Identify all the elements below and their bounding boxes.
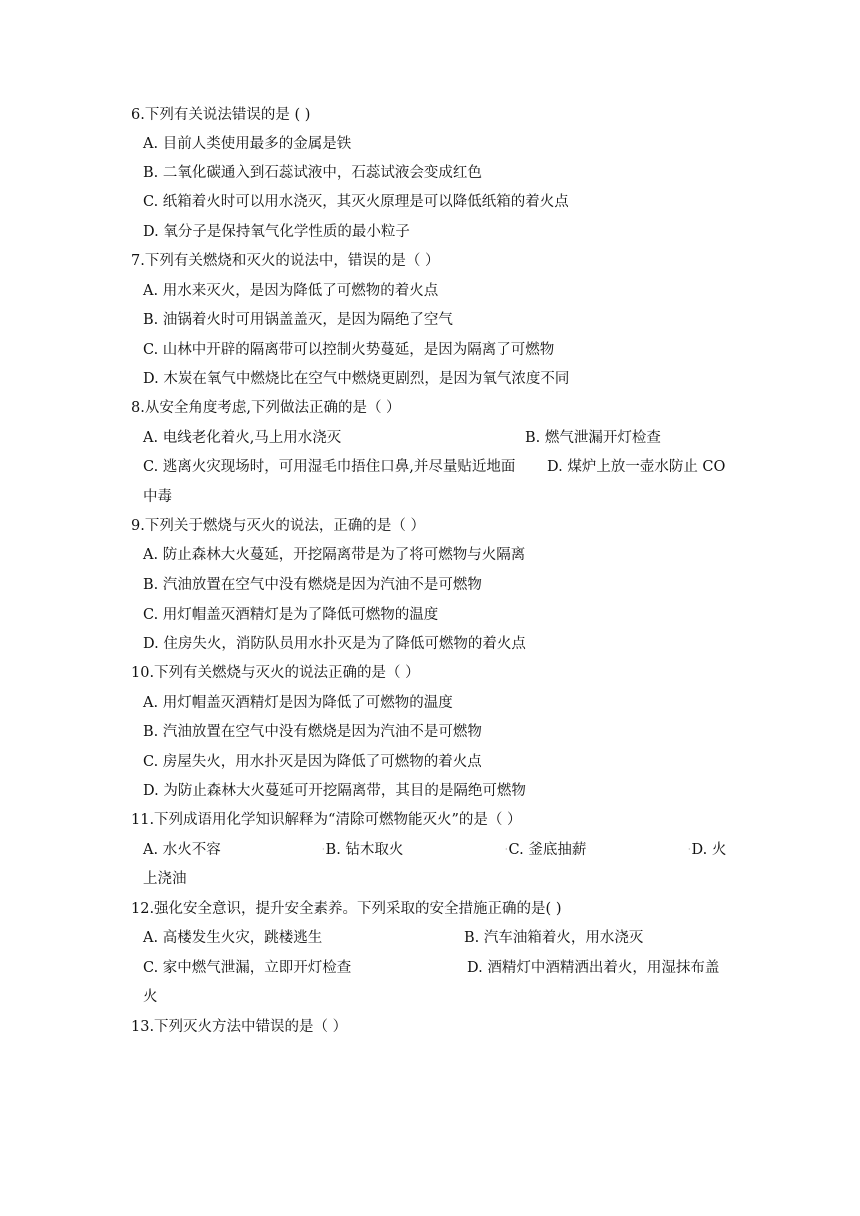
question-10-option-d: D. 为防止森林大火蔓延可开挖隔离带，其目的是隔绝可燃物 [143,783,526,799]
question-8-option-d: D. 煤炉上放一壶水防止 CO [547,459,726,475]
question-6-option-c: C. 纸箱着火时可以用水浇灭，其灭火原理是可以降低纸箱的着火点 [143,194,569,210]
question-6-stem: 6.下列有关说法错误的是 ( ) [131,107,311,123]
question-9-option-a: A. 防止森林大火蔓延，开挖隔离带是为了将可燃物与火隔离 [143,547,526,563]
question-12-option-d: D. 酒精灯中酒精洒出着火，用湿抹布盖 [467,960,720,976]
question-13-stem: 13.下列灭火方法中错误的是（ ） [131,1019,348,1035]
question-11-option-d-wrap [688,840,726,860]
question-7-option-a: A. 用水来灭火，是因为降低了可燃物的着火点 [143,283,439,299]
question-9-option-b: B. 汽油放置在空气中没有燃烧是因为汽油不是可燃物 [143,577,482,593]
tab-mark-icon: · [322,845,325,854]
question-11-option-c-wrap [505,840,586,860]
question-6-option-b: B. 二氧化碳通入到石蕊试液中，石蕊试液会变成红色 [143,165,482,181]
question-9-stem: 9.下列关于燃烧与灭火的说法，正确的是（ ） [131,518,425,534]
question-7-option-d: D. 木炭在氧气中燃烧比在空气中燃烧更剧烈，是因为氧气浓度不同 [143,371,570,387]
question-8-option-c: C. 逃离火灾现场时，可用湿毛巾捂住口鼻,并尽量贴近地面 [143,459,516,475]
question-11-option-a: A. 水火不容 [143,842,221,858]
question-10-option-c: C. 房屋失火，用水扑灭是因为降低了可燃物的着火点 [143,754,482,770]
tab-mark-icon: · [688,845,691,854]
question-8-stem: 8.从安全角度考虑,下列做法正确的是（ ） [131,400,401,416]
question-10-option-b: B. 汽油放置在空气中没有燃烧是因为汽油不是可燃物 [143,724,482,740]
question-8-option-d-wrap: 中毒 [143,489,172,505]
question-11-option-b-wrap [322,840,403,860]
question-6-option-d: D. 氧分子是保持氧气化学性质的最小粒子 [143,224,410,240]
question-7-option-b: B. 油锅着火时可用锅盖盖灭，是因为隔绝了空气 [143,312,453,328]
question-8-option-a: A. 电线老化着火,马上用水浇灭 [143,430,342,446]
question-7-stem: 7.下列有关燃烧和灭火的说法中，错误的是（ ） [131,253,440,269]
question-9-option-c: C. 用灯帽盖灭酒精灯是为了降低可燃物的温度 [143,607,439,623]
question-12-option-a: A. 高楼发生火灾，跳楼逃生 [143,930,323,946]
question-11-stem: 11.下列成语用化学知识解释为“清除可燃物能灭火”的是（ ） [131,812,522,828]
question-10-option-a: A. 用灯帽盖灭酒精灯是因为降低了可燃物的温度 [143,695,453,711]
question-12-option-b: B. 汽车油箱着火，用水浇灭 [464,930,644,946]
question-6-option-a: A. 目前人类使用最多的金属是铁 [143,136,352,152]
question-12-option-d-wrap: 火 [143,989,158,1005]
question-11-option-d-continued: 上浇油 [143,871,187,887]
question-11-option-b: B. 钻木取火 [325,842,404,858]
question-7-option-c: C. 山林中开辟的隔离带可以控制火势蔓延，是因为隔离了可燃物 [143,342,555,358]
tab-mark-icon: · [505,845,508,854]
question-11-option-c: C. 釜底抽薪 [508,842,587,858]
question-9-option-d: D. 住房失火，消防队员用水扑灭是为了降低可燃物的着火点 [143,636,526,652]
question-8-option-b: B. 燃气泄漏开灯检查 [525,430,661,446]
question-12-option-c: C. 家中燃气泄漏，立即开灯检查 [143,960,352,976]
question-11-option-d: D. 火 [691,842,727,858]
question-10-stem: 10.下列有关燃烧与灭火的说法正确的是（ ） [131,665,420,681]
question-12-stem: 12.强化安全意识，提升安全素养。下列采取的安全措施正确的是( ) [131,901,562,917]
